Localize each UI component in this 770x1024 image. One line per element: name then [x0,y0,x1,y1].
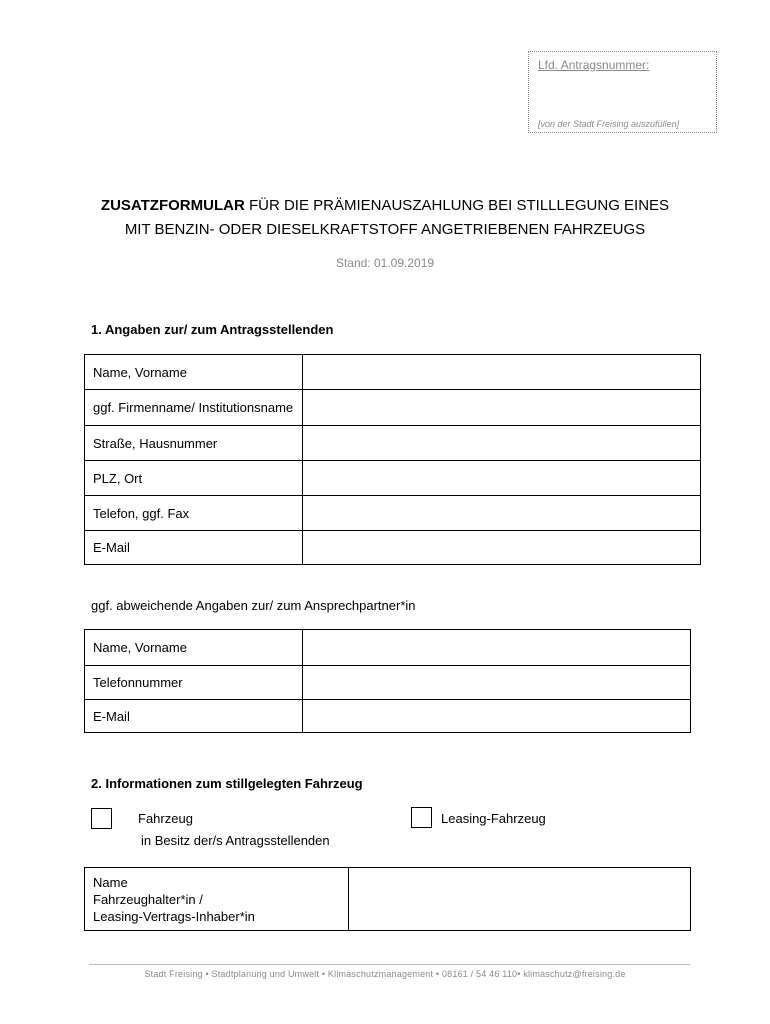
vehicle-owned-label-line1: Fahrzeug [138,811,193,826]
street-label: Straße, Hausnummer [85,426,303,461]
table-row [85,868,691,931]
form-title-bold: ZUSATZFORMULAR [100,197,245,214]
company-name-field[interactable] [303,390,701,426]
contact-heading: ggf. abweichende Angaben zur/ zum Ansprechpartner*in [91,598,416,613]
form-title-line1 [0,194,770,218]
leasing-vehicle-label: Leasing-Fahrzeug [441,811,546,826]
contact-table [84,629,691,733]
street-field[interactable] [303,426,701,461]
table-row [85,426,701,461]
vehicle-holder-table [84,867,691,931]
table-row [85,390,701,426]
company-name-label: ggf. Firmenname/ Institutionsname [85,390,303,426]
application-number-note: [von der Stadt Freising auszufüllen] [538,119,680,129]
contact-phone-field[interactable] [303,666,691,700]
footer-text: Stadt Freising • Stadtplanung und Umwelt • Klimaschutzmanagement • 08161 / 54 46 110• klimaschutz@freising.de [144,969,626,979]
application-number-label: Lfd. Antragsnummer: [538,58,650,72]
leasing-vehicle-checkbox[interactable] [411,807,432,828]
contact-email-label: E-Mail [85,700,303,733]
applicant-name-field[interactable] [303,355,701,390]
form-title-rest: FÜR DIE PRÄMIENAUSZAHLUNG BEI STILLLEGUNG EINES [244,197,670,214]
contact-email-field[interactable] [303,700,691,733]
footer-divider [89,964,690,965]
vehicle-holder-field[interactable] [349,868,691,931]
zip-city-label: PLZ, Ort [85,461,303,496]
section1-heading: 1. Angaben zur/ zum Antragsstellenden [91,322,334,337]
contact-phone-label: Telefonnummer [85,666,303,700]
phone-fax-field[interactable] [303,496,701,531]
table-row [85,700,691,733]
table-row [85,461,701,496]
email-field[interactable] [303,531,701,565]
phone-fax-label: Telefon, ggf. Fax [85,496,303,531]
form-title-line2: MIT BENZIN- ODER DIESELKRAFTSTOFF ANGETRIEBENEN FAHRZEUGS [124,221,646,238]
contact-name-label: Name, Vorname [85,630,303,666]
holder-label-line2: Fahrzeughalter*in / [93,891,203,907]
holder-label-line1: Name [93,874,128,890]
contact-name-field[interactable] [303,630,691,666]
table-row [85,531,701,565]
applicant-table [84,354,701,565]
vehicle-owned-label-line2: in Besitz der/s Antragsstellenden [141,833,330,848]
vehicle-owned-checkbox[interactable] [91,808,112,829]
application-number-box [528,51,717,133]
applicant-name-label: Name, Vorname [85,355,303,390]
table-row [85,496,701,531]
zip-city-field[interactable] [303,461,701,496]
holder-label-line3: Leasing-Vertrags-Inhaber*in [93,908,255,924]
table-row [85,666,691,700]
form-date: Stand: 01.09.2019 [335,256,435,270]
vehicle-holder-label [85,868,349,931]
email-label: E-Mail [85,531,303,565]
section2-heading: 2. Informationen zum stillgelegten Fahrzeug [91,776,363,791]
table-row [85,630,691,666]
table-row [85,355,701,390]
